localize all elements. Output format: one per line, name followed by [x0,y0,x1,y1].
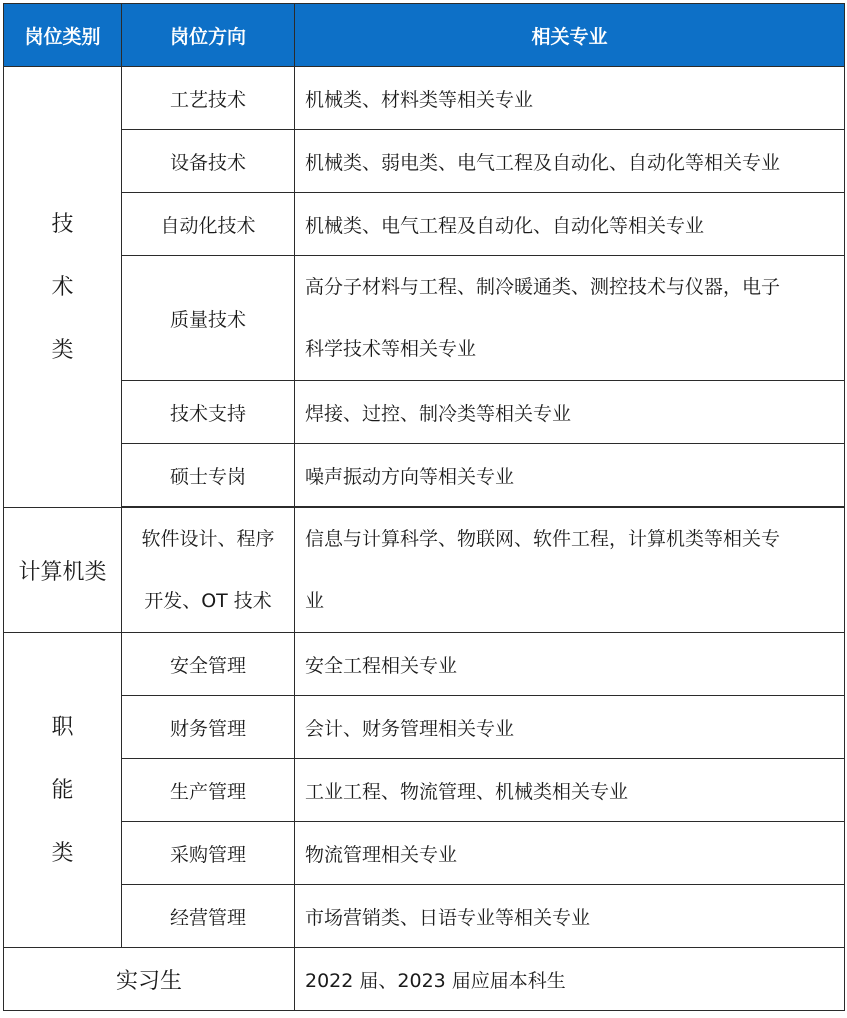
majors-cell: 机械类、电气工程及自动化、自动化等相关专业 [295,193,845,256]
direction-cell: 生产管理 [122,759,295,822]
majors-cell: 会计、财务管理相关专业 [295,696,845,759]
direction-cell: 采购管理 [122,822,295,885]
majors-cell: 物流管理相关专业 [295,822,845,885]
direction-cell: 经营管理 [122,885,295,948]
category-intern: 实习生 [4,948,295,1011]
direction-line: 软件设计、程序 [141,528,275,550]
majors-line: 业 [305,590,325,612]
table-row [4,885,845,948]
table-row [4,256,845,381]
majors-cell: 机械类、材料类等相关专业 [295,67,845,130]
category-char: 能 [51,777,74,803]
table-row [4,444,845,507]
category-char: 技 [51,211,74,237]
table-row [4,381,845,444]
direction-line: 开发、OT 技术 [144,590,272,612]
category-char: 类 [51,337,74,363]
direction-cell: 工艺技术 [122,67,295,130]
category-char: 职 [51,714,74,740]
majors-cell: 市场营销类、日语专业等相关专业 [295,885,845,948]
table-row [4,67,845,130]
majors-cell: 机械类、弱电类、电气工程及自动化、自动化等相关专业 [295,130,845,193]
table-row [4,193,845,256]
majors-cell [295,256,845,381]
direction-cell: 安全管理 [122,633,295,696]
category-computer: 计算机类 [4,508,122,633]
majors-cell [295,508,845,633]
table-row [4,130,845,193]
category-tech [4,67,122,508]
table-row [4,696,845,759]
direction-cell: 设备技术 [122,130,295,193]
majors-cell: 工业工程、物流管理、机械类相关专业 [295,759,845,822]
direction-cell: 技术支持 [122,381,295,444]
direction-cell: 自动化技术 [122,193,295,256]
majors-cell: 焊接、过控、制冷类等相关专业 [295,381,845,444]
header-category: 岗位类别 [4,4,122,67]
direction-cell: 硕士专岗 [122,444,295,507]
table-row [4,822,845,885]
majors-cell: 安全工程相关专业 [295,633,845,696]
header-majors: 相关专业 [295,4,845,67]
direction-cell [122,508,295,633]
table-row [4,759,845,822]
direction-cell: 质量技术 [122,256,295,381]
recruitment-table [3,3,845,1011]
majors-cell: 2022 届、2023 届应届本科生 [295,948,845,1011]
majors-line: 信息与计算科学、物联网、软件工程，计算机类等相关专 [305,528,781,550]
table-row [4,633,845,696]
majors-cell: 噪声振动方向等相关专业 [295,444,845,507]
direction-cell: 财务管理 [122,696,295,759]
category-char: 类 [51,840,74,866]
table-row [4,948,845,1011]
category-char: 术 [51,274,74,300]
table-header-row [4,4,845,67]
category-function [4,633,122,948]
header-direction: 岗位方向 [122,4,295,67]
majors-line: 高分子材料与工程、制冷暖通类、测控技术与仪器，电子 [305,276,781,298]
table-row [4,508,845,633]
majors-line: 科学技术等相关专业 [305,338,477,360]
